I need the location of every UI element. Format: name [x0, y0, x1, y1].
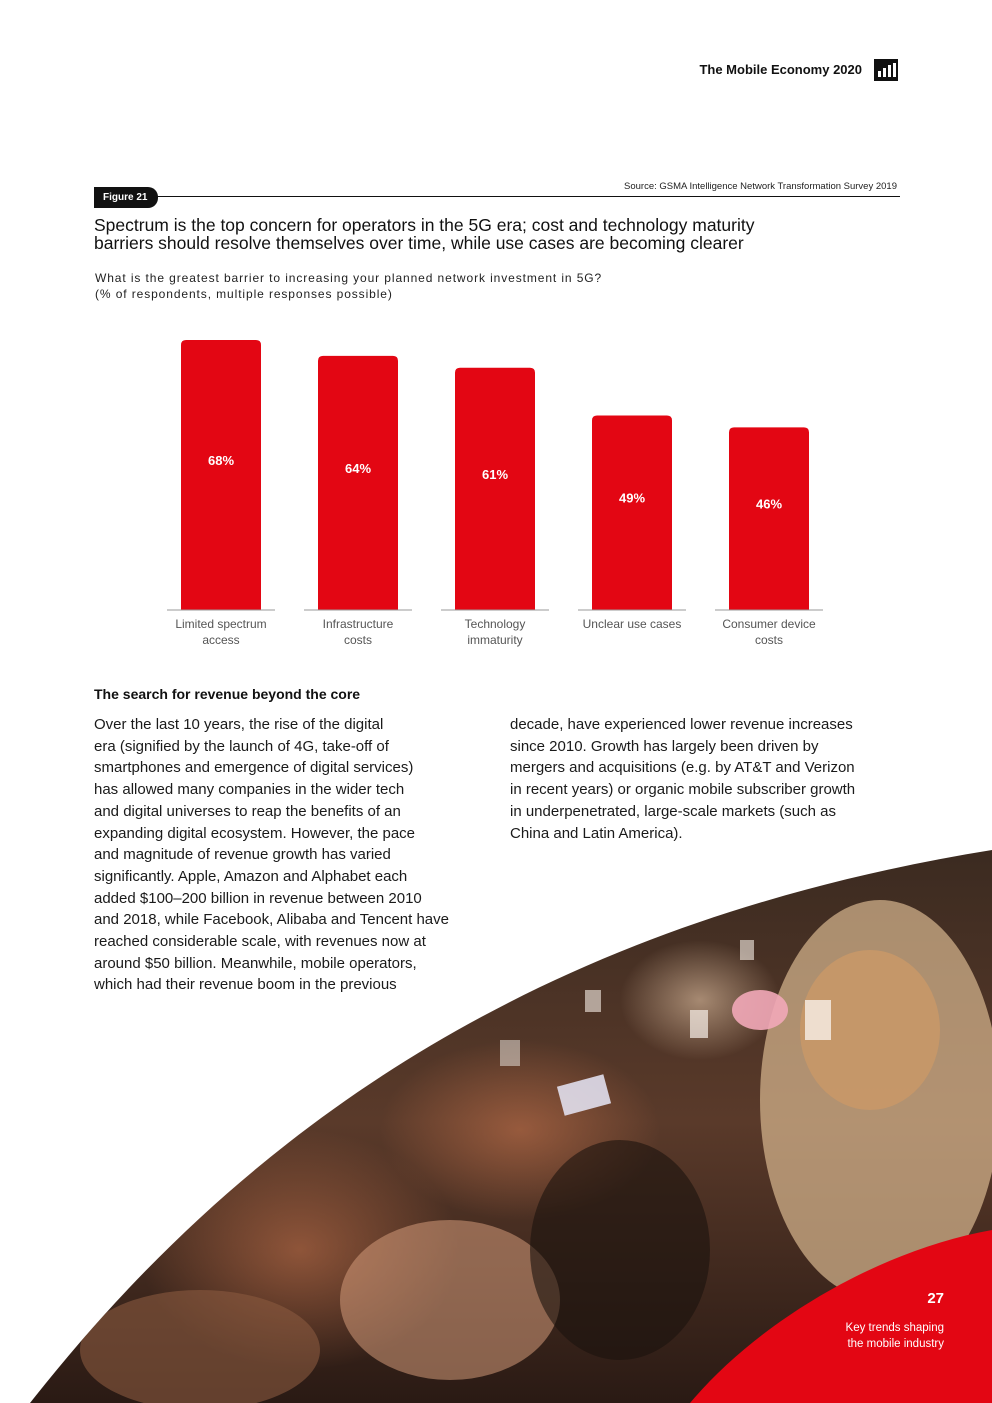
- category-label-line: Consumer device: [722, 617, 816, 631]
- category-label-line: immaturity: [467, 633, 523, 647]
- category-label-line: costs: [754, 633, 784, 647]
- article-line: smartphones and emergence of digital services): [94, 759, 414, 777]
- figure-tag: Figure 21: [94, 187, 158, 208]
- footer-section-line: the mobile industry: [847, 1338, 944, 1350]
- category-label-line: costs: [343, 633, 373, 647]
- category-label-line: Limited spectrum: [175, 617, 267, 631]
- bar-value-label: 46%: [755, 496, 783, 512]
- category-label-line: Unclear use cases: [582, 617, 682, 631]
- footer-section-line: Key trends shaping: [845, 1322, 944, 1334]
- article-line: and digital universes to reap the benefits of an: [94, 802, 401, 820]
- article-line: reached considerable scale, with revenues now at: [94, 933, 426, 951]
- article-line: China and Latin America).: [510, 824, 683, 842]
- figure-subtitle-line: What is the greatest barrier to increasing your planned network investment in 5G?: [95, 271, 603, 285]
- category-label-line: access: [202, 633, 240, 647]
- figure-source: Source: GSMA Intelligence Network Transformation Survey 2019: [624, 181, 897, 192]
- category-label-line: Infrastructure: [322, 617, 394, 631]
- article-line: Over the last 10 years, the rise of the digital: [94, 716, 384, 733]
- page-number: 27: [927, 1290, 944, 1307]
- article-line: and magnitude of revenue growth has varied: [94, 846, 391, 864]
- bar-value-label: 64%: [344, 460, 372, 476]
- article-line: in underpenetrated, large-scale markets (such as: [510, 802, 837, 820]
- article-line: has allowed many companies in the wider tech: [94, 781, 405, 799]
- article-line: decade, have experienced lower revenue increases: [510, 716, 853, 733]
- article-line: era (signified by the launch of 4G, take-off of: [94, 737, 389, 755]
- article-line: and 2018, while Facebook, Alibaba and Tencent have: [94, 911, 449, 929]
- figure-title-line: Spectrum is the top concern for operators in the 5G era; cost and technology maturity: [94, 215, 755, 235]
- article-line: significantly. Apple, Amazon and Alphabet each: [94, 867, 408, 885]
- article-line: in recent years) or organic mobile subscriber growth: [510, 781, 856, 799]
- report-title: The Mobile Economy 2020: [699, 62, 862, 77]
- article-line: expanding digital ecosystem. However, the pace: [94, 824, 416, 842]
- figure-subtitle-line: (% of respondents, multiple responses possible): [95, 287, 393, 301]
- bar-value-label: 61%: [481, 466, 509, 482]
- footer-section-title: [846, 1320, 944, 1352]
- bar-value-label: 49%: [618, 490, 646, 506]
- section-heading: The search for revenue beyond the core: [94, 686, 361, 702]
- article-line: since 2010. Growth has largely been driven by: [510, 737, 819, 755]
- article-line: around $50 billion. Meanwhile, mobile operators,: [94, 954, 417, 972]
- article-line: added $100–200 billion in revenue between 2010: [94, 889, 422, 907]
- bar-value-label: 68%: [207, 453, 235, 468]
- article-line: which had their revenue boom in the previous: [94, 976, 397, 994]
- article-line: mergers and acquisitions (e.g. by AT&T and Verizon: [510, 759, 855, 777]
- category-label-line: Technology: [464, 617, 526, 631]
- figure-title-line: barriers should resolve themselves over time, while use cases are becoming clearer: [94, 233, 744, 253]
